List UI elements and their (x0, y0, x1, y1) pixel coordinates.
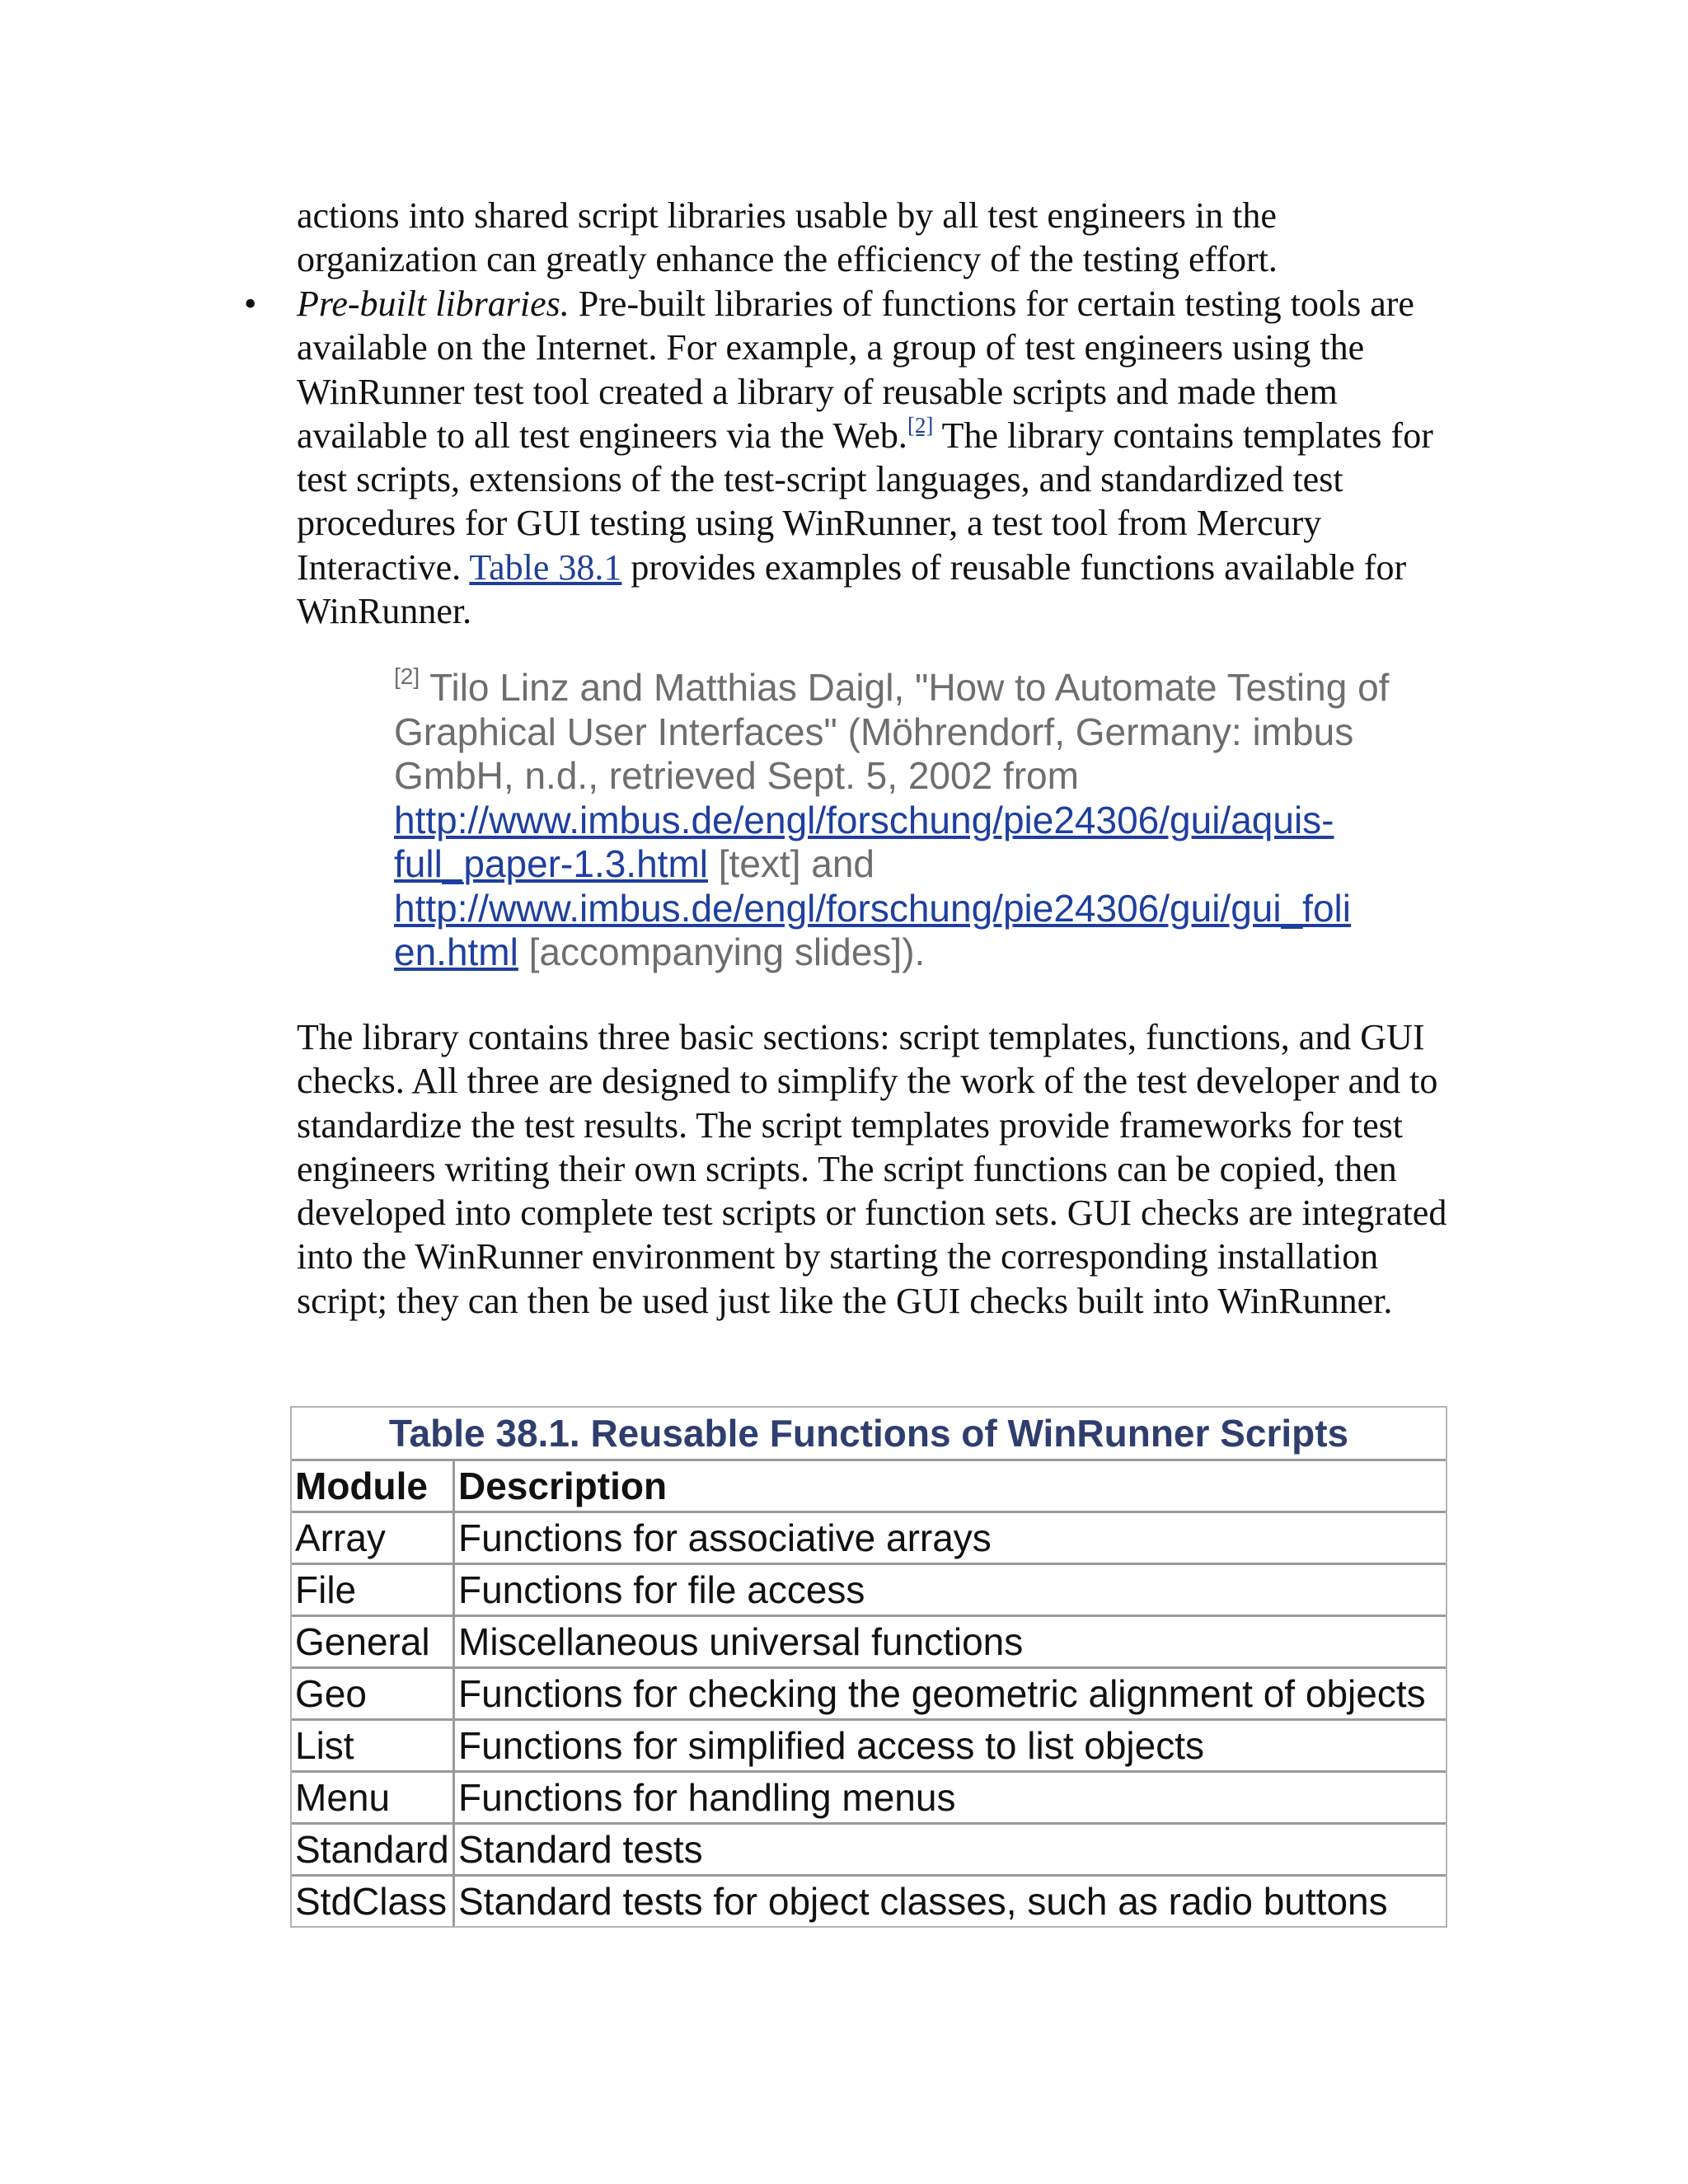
footnote-url-2-part-2[interactable]: en.html (394, 930, 518, 973)
table-row (292, 1773, 1446, 1825)
table-caption: Table 38.1. Reusable Functions of WinRunner Scripts (292, 1408, 1446, 1461)
cell-module: Standard (292, 1825, 455, 1877)
table-header-row (292, 1461, 1446, 1513)
cell-description: Functions for checking the geometric alignment of objects (455, 1669, 1446, 1721)
table-link[interactable]: Table 38.1 (469, 546, 622, 588)
bullet-marker: • (244, 284, 257, 324)
table-row (292, 1513, 1446, 1565)
header-module: Module (292, 1461, 455, 1513)
continuation-line-2: organization can greatly enhance the efficiency of the testing effort. (297, 239, 1278, 280)
cell-description: Functions for associative arrays (455, 1513, 1446, 1565)
continuation-paragraph (297, 194, 1475, 282)
library-paragraph: The library contains three basic sections: script templates, functions, and GUI checks. All three are designed to simplify the work of the test developer and to standardize the test results. The script templates provide frameworks for test engineers writing their own scripts. The script functions can be copied, then developed into complete test scripts or function sets. GUI checks are integrated into the WinRunner environment by starting the corresponding installation script; they can then be used just like the GUI checks built into WinRunner. (297, 1017, 1447, 1321)
cell-module: General (292, 1617, 455, 1669)
continuation-line-1: actions into shared script libraries usable by all test engineers in the (297, 195, 1277, 236)
footnote-ref-link[interactable]: [2] (907, 412, 934, 438)
cell-module: File (292, 1565, 455, 1617)
footnote-text-b: [text] and (707, 842, 874, 885)
cell-module: Array (292, 1513, 455, 1565)
cell-module: Geo (292, 1669, 455, 1721)
cell-description: Functions for simplified access to list objects (455, 1721, 1446, 1773)
table-row (292, 1721, 1446, 1773)
bullet-text-a: Pre-built libraries of functions for certain testing tools are available on the Internet. For example, a group of test engineers using the WinRunner test tool created a library of reusable scripts and made them available to all test engineers via the Web. (297, 284, 1414, 456)
table-row (292, 1565, 1446, 1617)
cell-module: StdClass (292, 1877, 455, 1926)
bullet-title: Pre-built libraries. (297, 284, 570, 324)
functions-table (290, 1406, 1447, 1928)
footnote-url-2-part-1[interactable]: http://www.imbus.de/engl/forschung/pie24306/gui/gui_foli (394, 886, 1351, 930)
table-grid (292, 1461, 1446, 1926)
footnote-text-c: [accompanying slides]). (518, 930, 926, 973)
table-row (292, 1617, 1446, 1669)
cell-description: Functions for handling menus (455, 1773, 1446, 1825)
cell-description: Standard tests for object classes, such as radio buttons (458, 1880, 1388, 1923)
bullet-text-b: The library contains templates for test scripts, extensions of the test-script languages, and standardized test procedures for GUI testing using WinRunner, a test tool from Mercury Interactive. (297, 415, 1433, 588)
bullet-paragraph (297, 282, 1475, 633)
bullet-text-c: provides examples of reusable functions available for WinRunner. (297, 546, 1407, 632)
cell-description: Miscellaneous universal functions (455, 1617, 1446, 1669)
cell-module: Menu (292, 1773, 455, 1825)
cell-description: Functions for file access (455, 1565, 1446, 1617)
table-row (292, 1877, 1446, 1926)
table-row (292, 1669, 1446, 1721)
footnote-url-1-part-1[interactable]: http://www.imbus.de/engl/forschung/pie24306/gui/aquis- (394, 798, 1334, 841)
footnote-text-a: Tilo Linz and Matthias Daigl, "How to Automate Testing of Graphical User Interfaces" (Möhrendorf, Germany: imbus GmbH, n.d., retrieved Sept. 5, 2002 from (394, 666, 1390, 797)
header-description: Description (455, 1461, 1446, 1513)
cell-description: Standard tests (455, 1825, 1446, 1877)
footnote-marker: [2] (394, 663, 420, 689)
cell-module: List (292, 1721, 455, 1773)
table-row (292, 1825, 1446, 1877)
footnote-url-1-part-2[interactable]: full_paper-1.3.html (394, 842, 708, 885)
footnote (394, 663, 1465, 975)
